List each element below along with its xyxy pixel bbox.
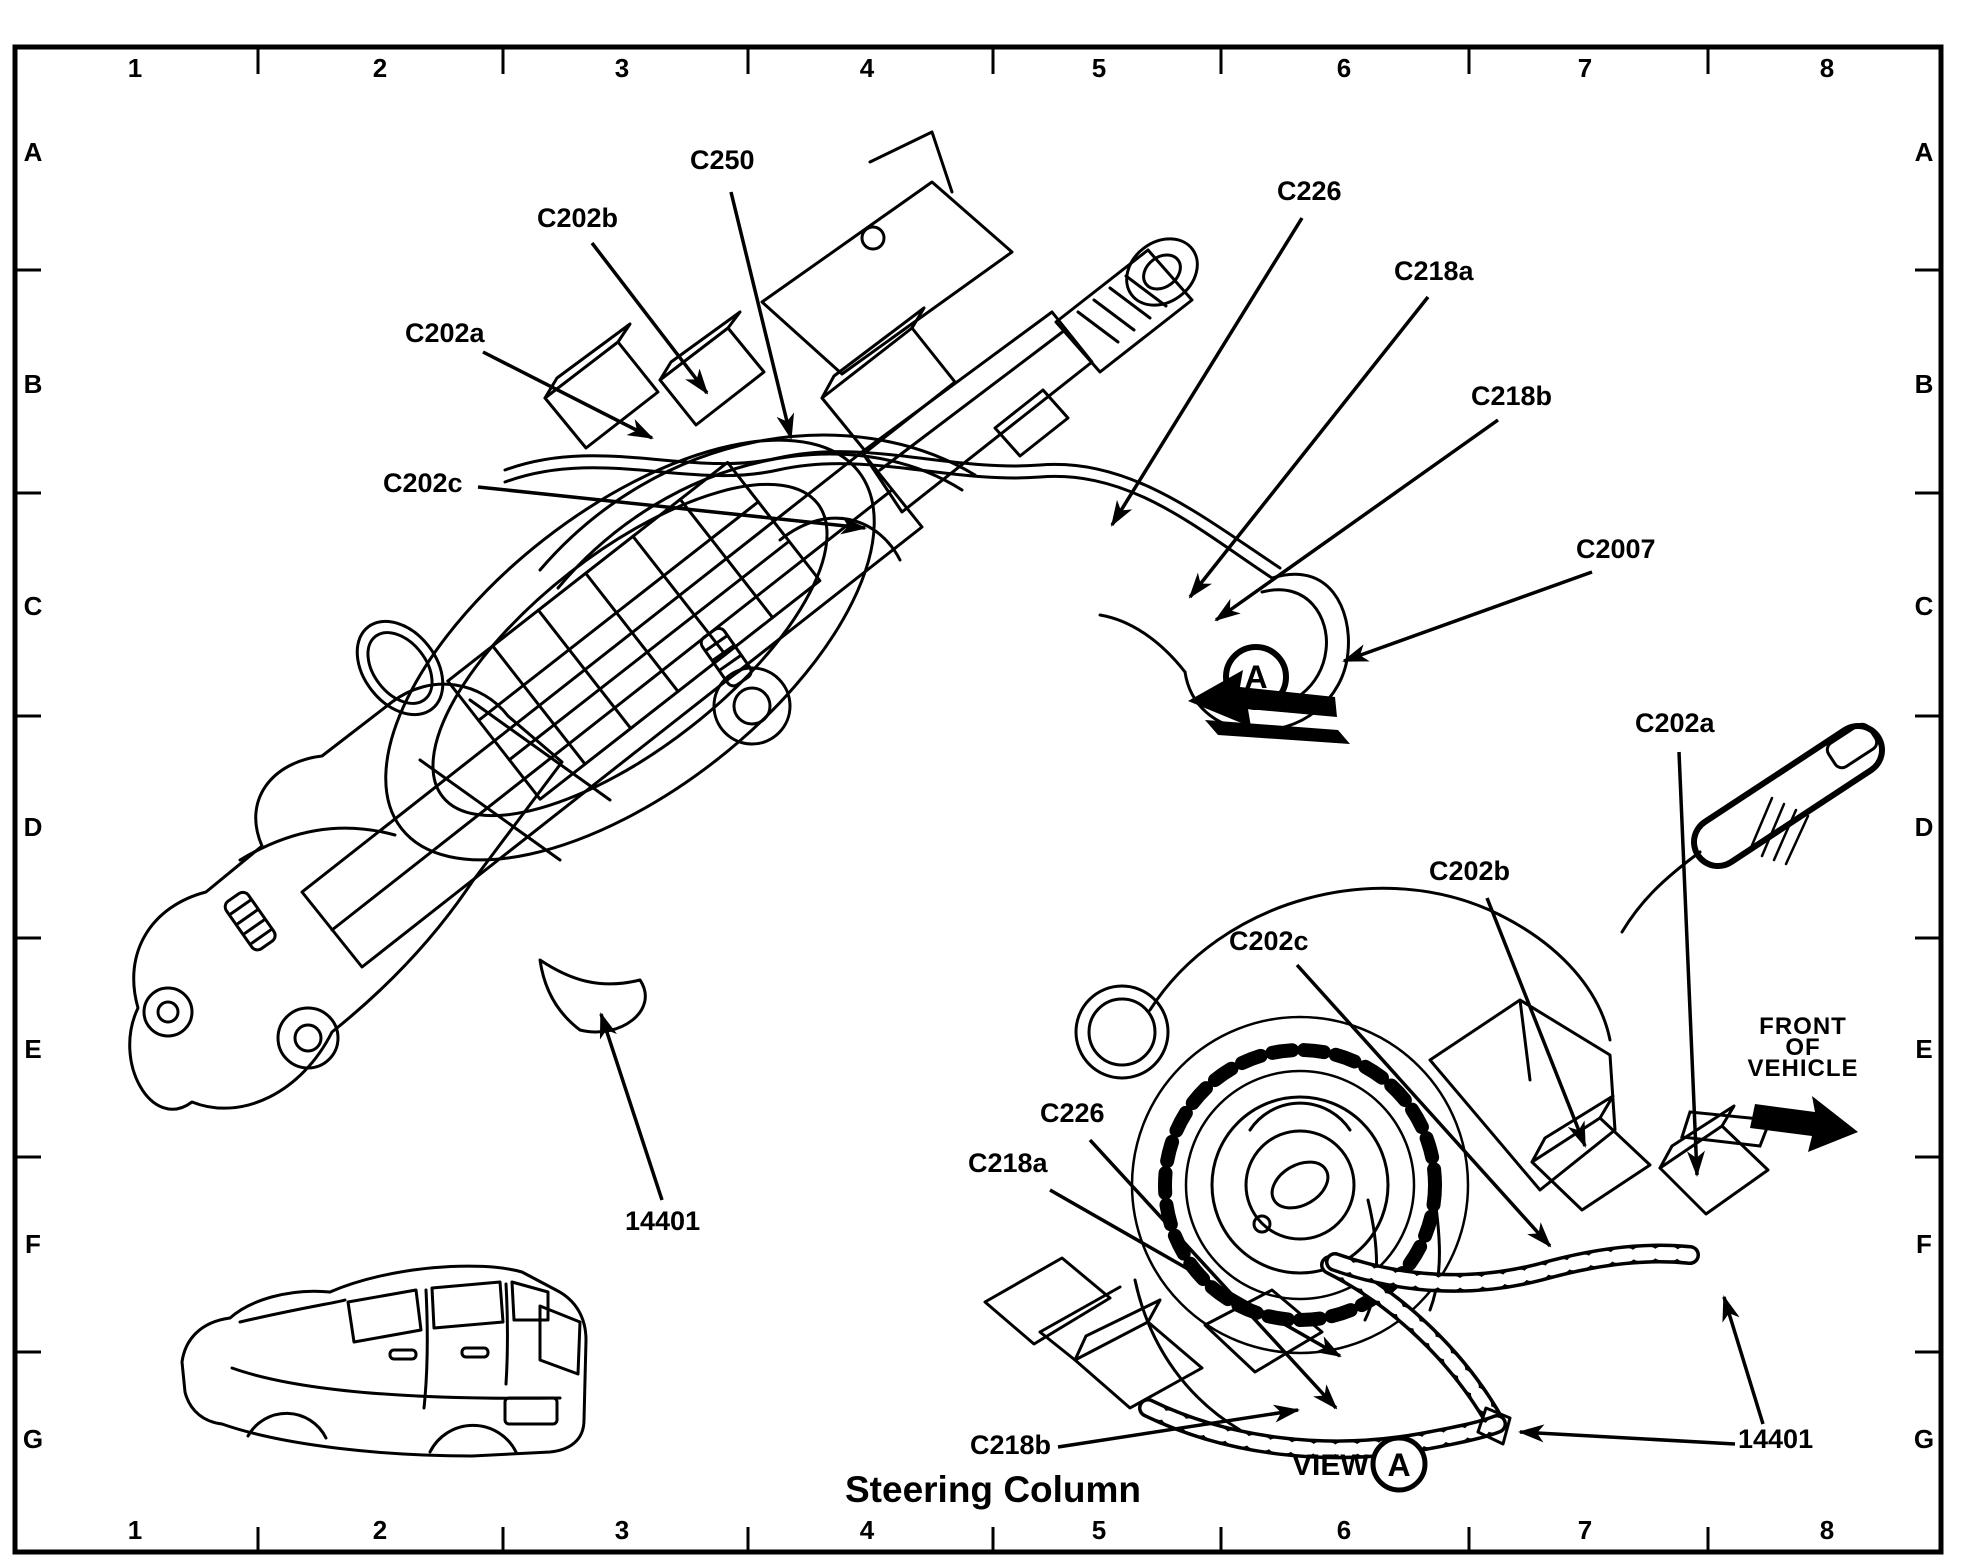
grid-col-bottom-2: 2 [372,1515,388,1545]
grid-row-right-g: G [1913,1424,1935,1454]
grid-col-top-4: 4 [859,53,875,83]
grid-row-left-a: A [23,137,43,167]
callout-c218b-main: C218b [1471,381,1553,411]
view-direction-arrow-letter: A [1244,659,1268,695]
grid-col-bottom-3: 3 [614,1515,630,1545]
grid-col-top-2: 2 [372,53,388,83]
main-view-leaders [478,192,1592,1200]
view-direction-arrow [1188,647,1350,744]
front-of-vehicle-line1: FRONT [1759,1013,1847,1040]
callout-c218b-detail: C218b [970,1430,1052,1460]
grid-col-bottom-8: 8 [1819,1515,1835,1545]
grid-col-top-8: 8 [1819,53,1835,83]
vehicle-locator-sketch [182,1266,586,1456]
grid-col-bottom-1: 1 [127,1515,143,1545]
grid-row-right-a: A [1914,137,1934,167]
grid-row-left-c: C [23,591,43,621]
leader-c202b-main [592,243,707,393]
leader-14401-main [601,1014,662,1200]
grid-ticks-right [1915,270,1940,1352]
grid-ticks-left [16,270,41,1352]
callout-c202c-main: C202c [383,468,463,498]
grid-col-top-5: 5 [1091,53,1107,83]
grid-col-top-7: 7 [1577,53,1593,83]
grid-col-top-6: 6 [1336,53,1352,83]
grid-row-left-b: B [23,369,43,399]
callout-c218a-detail: C218a [968,1148,1048,1178]
grid-row-right-e: E [1915,1034,1933,1064]
grid-col-top-1: 1 [127,53,143,83]
callout-14401-main: 14401 [625,1206,701,1236]
grid-col-top-3: 3 [614,53,630,83]
callout-c202b-detail: C202b [1429,856,1511,886]
callout-c226-main: C226 [1277,176,1342,206]
leader-c226-main [1112,218,1302,525]
steering-column-detail-illustration [985,721,1880,1449]
callout-14401-detail: 14401 [1738,1424,1814,1454]
leader-14401-detail-left [1520,1432,1735,1444]
grid-col-bottom-6: 6 [1336,1515,1352,1545]
callout-c218a-main: C218a [1394,256,1474,286]
grid-row-right-c: C [1914,591,1934,621]
callout-c202a-main: C202a [405,318,485,348]
grid-row-left-d: D [23,812,43,842]
callout-c250-main: C250 [690,145,755,175]
leader-c218b-main [1216,420,1498,620]
grid-row-left-g: G [22,1424,44,1454]
callout-c202a-detail: C202a [1635,708,1715,738]
callout-c202b-main: C202b [537,203,619,233]
figure-title: Steering Column [845,1469,1142,1510]
front-of-vehicle-line2: OF [1785,1034,1821,1061]
grid-col-bottom-4: 4 [859,1515,875,1545]
grid-row-right-f: F [1916,1229,1932,1259]
grid-row-left-f: F [25,1229,41,1259]
leader-c2007-main [1344,572,1592,661]
callout-c226-detail: C226 [1040,1098,1105,1128]
callout-c202c-detail: C202c [1229,926,1309,956]
front-of-vehicle-line3: VEHICLE [1747,1055,1859,1082]
grid-col-bottom-5: 5 [1091,1515,1107,1545]
front-of-vehicle-label [1723,1013,1883,1082]
view-a-label: VIEW [1292,1449,1369,1482]
grid-col-bottom-7: 7 [1577,1515,1593,1545]
grid-frame [15,47,1941,1552]
leader-c250-main [731,192,791,438]
callout-c2007-main: C2007 [1576,534,1656,564]
grid-row-right-b: B [1914,369,1934,399]
view-a-circle-letter: A [1387,1447,1411,1483]
grid-row-right-d: D [1914,812,1934,842]
grid-row-left-e: E [24,1034,42,1064]
leader-14401-detail-up [1724,1297,1763,1424]
grid-ticks-top [258,49,1708,74]
grid-ticks-bottom [258,1527,1708,1551]
steering-column-main-illustration [130,132,1349,1109]
